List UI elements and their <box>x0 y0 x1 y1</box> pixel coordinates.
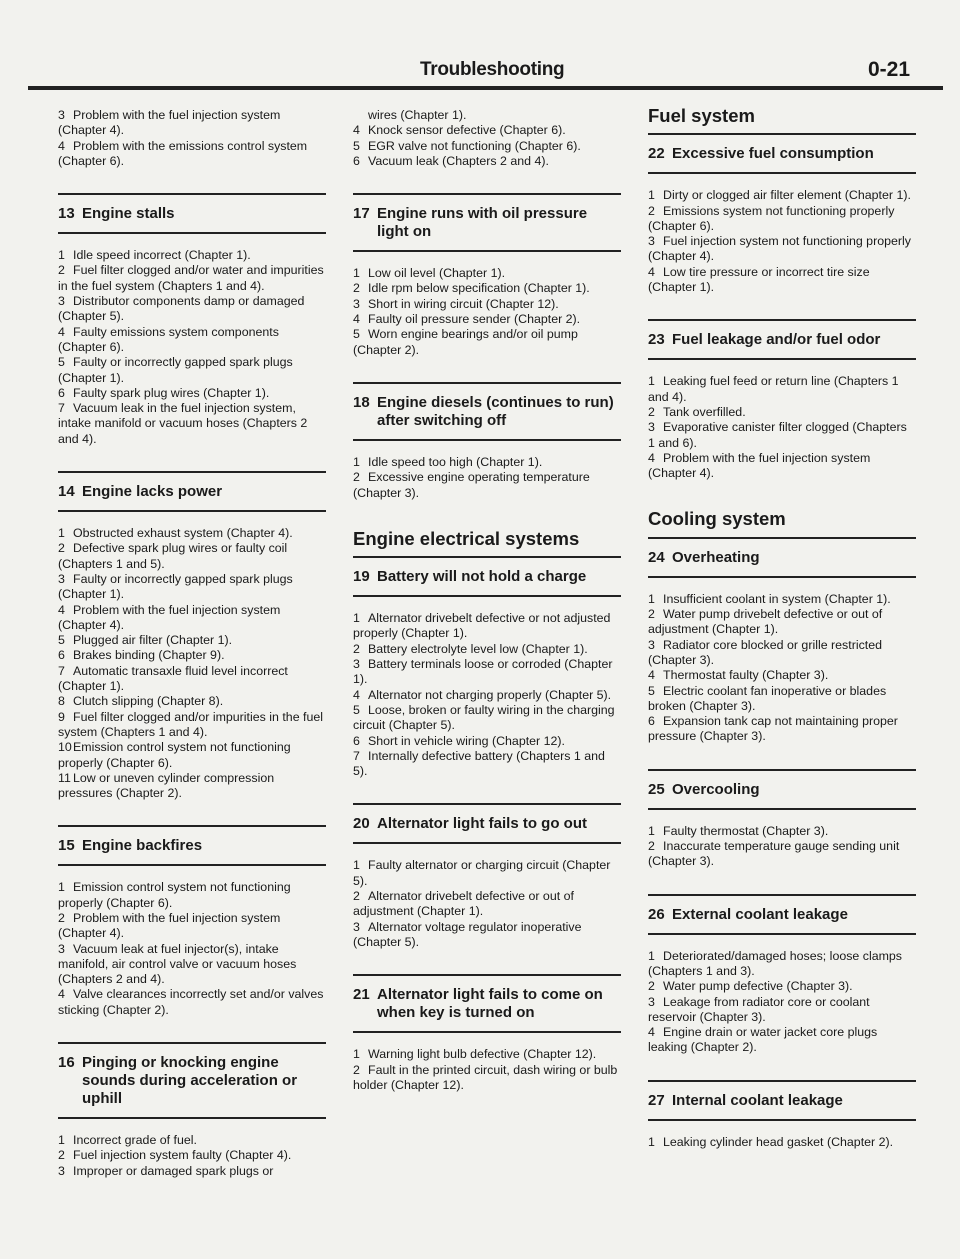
list-item <box>58 526 326 541</box>
list-item <box>58 325 326 356</box>
list-item <box>58 880 326 911</box>
item-number: 4 <box>648 450 655 465</box>
item-text: Improper or damaged spark plugs or <box>73 1163 274 1178</box>
item-text: Problem with the fuel injection system (Chapter 4). <box>58 910 281 941</box>
item-number: 1 <box>648 823 655 838</box>
item-number: 3 <box>648 234 655 249</box>
list-item <box>58 541 326 572</box>
list-item <box>353 266 621 281</box>
item-text: Alternator drivebelt defective or out of adjustment (Chapter 1). <box>353 889 574 919</box>
item-text: Water pump drivebelt defective or out of adjustment (Chapter 1). <box>648 607 883 637</box>
list-item <box>58 1148 326 1163</box>
section-21 <box>353 974 621 1093</box>
list-item <box>58 740 326 771</box>
item-text: Expansion tank cap not maintaining proper pressure (Chapter 3). <box>648 714 898 744</box>
section-heading <box>353 556 621 597</box>
item-number: 5 <box>58 355 65 370</box>
item-number: 2 <box>353 641 360 656</box>
item-number: 6 <box>58 648 65 663</box>
list-item <box>58 633 326 648</box>
list-item <box>648 204 916 235</box>
list-item <box>648 714 916 745</box>
list-item <box>58 987 326 1018</box>
item-text: Dirty or clogged air filter element (Chapter 1). <box>663 188 911 203</box>
item-number: 2 <box>648 839 655 854</box>
section-18 <box>353 382 621 501</box>
section-19 <box>353 556 621 779</box>
list-item <box>648 420 916 451</box>
item-number: 1 <box>58 880 65 895</box>
list-item <box>58 263 326 294</box>
section-heading <box>648 1080 916 1121</box>
page-number: 0-21 <box>868 58 911 81</box>
item-text: Faulty oil pressure sender (Chapter 2). <box>368 312 581 327</box>
item-number: 2 <box>58 263 65 278</box>
list-item <box>648 638 916 669</box>
item-text: Idle speed too high (Chapter 1). <box>368 454 543 469</box>
item-number: 6 <box>58 385 65 400</box>
item-text: Battery terminals loose or corroded (Chapter 1). <box>353 657 613 687</box>
section-title: Fuel leakage and/or fuel odor <box>672 331 881 349</box>
group-title: Cooling system <box>648 508 786 530</box>
item-number: 5 <box>353 702 360 717</box>
list-item <box>353 642 621 657</box>
list-item <box>58 294 326 325</box>
item-text: Fuel injection system not functioning properly (Chapter 4). <box>648 234 911 264</box>
section-number: 20 <box>353 815 370 833</box>
list-item <box>648 668 916 683</box>
item-text: wires (Chapter 1). <box>368 108 467 122</box>
list-item <box>353 734 621 749</box>
item-number: 1 <box>353 1047 360 1062</box>
item-number: 3 <box>58 1163 65 1178</box>
item-text: Fuel filter clogged and/or impurities in the fuel system (Chapters 1 and 4). <box>58 709 324 739</box>
section-15 <box>58 825 326 1018</box>
section-number: 22 <box>648 145 665 163</box>
section-17 <box>353 193 621 358</box>
list-item <box>353 749 621 780</box>
item-number: 5 <box>353 327 360 342</box>
item-number: 2 <box>353 281 360 296</box>
section-title: Engine stalls <box>82 205 175 223</box>
column-3 <box>648 105 916 1150</box>
item-text: Plugged air filter (Chapter 1). <box>73 633 233 648</box>
list-item <box>58 248 326 263</box>
list-item <box>353 312 621 327</box>
section-heading <box>648 133 916 174</box>
list-item <box>353 657 621 688</box>
section-13 <box>58 193 326 447</box>
section-heading <box>353 974 621 1033</box>
section-heading <box>58 825 326 866</box>
section-number: 14 <box>58 483 75 501</box>
item-number: 2 <box>648 404 655 419</box>
item-number: 3 <box>648 994 655 1009</box>
item-text: Emissions system not functioning properly (Chapter 6). <box>648 203 895 233</box>
item-text: Problem with the fuel injection system (Chapter 4). <box>58 602 281 632</box>
list-item <box>353 703 621 734</box>
item-number: 4 <box>58 138 65 153</box>
group-title: Fuel system <box>648 105 755 126</box>
item-text: Internally defective battery (Chapters 1 and 5). <box>353 748 605 779</box>
list-item <box>353 139 621 154</box>
item-text: Water pump defective (Chapter 3). <box>663 979 853 994</box>
list-item <box>58 771 326 802</box>
item-number: 2 <box>58 910 65 925</box>
list-item <box>353 1047 621 1062</box>
list-item <box>648 405 916 420</box>
section-14 <box>58 471 326 801</box>
item-text: Emission control system not functioning properly (Chapter 6). <box>58 880 291 910</box>
item-text: Distributor components damp or damaged (Chapter 5). <box>58 294 305 324</box>
item-text: Clutch slipping (Chapter 8). <box>73 694 224 709</box>
section-title: Overcooling <box>672 780 760 798</box>
item-text: Faulty spark plug wires (Chapter 1). <box>73 385 270 400</box>
list-item <box>353 154 621 169</box>
list-item <box>58 710 326 741</box>
item-text: Fuel injection system faulty (Chapter 4). <box>73 1148 292 1163</box>
item-text: Low or uneven cylinder compression pressures (Chapter 2). <box>58 770 275 801</box>
list-item <box>353 455 621 470</box>
section-title: Alternator light fails to go out <box>377 815 587 833</box>
section-title: Excessive fuel consumption <box>672 145 874 163</box>
list-item <box>58 355 326 386</box>
list-item <box>353 920 621 951</box>
page-header <box>0 55 960 95</box>
group <box>353 527 621 549</box>
section-number: 16 <box>58 1054 75 1072</box>
section-title: Overheating <box>672 548 760 566</box>
item-number: 4 <box>353 312 360 327</box>
item-text: Emission control system not functioning properly (Chapter 6). <box>58 740 291 770</box>
item-text: Warning light bulb defective (Chapter 12). <box>368 1047 597 1062</box>
list-item <box>353 889 621 920</box>
item-text: Low oil level (Chapter 1). <box>368 266 506 281</box>
item-text: Defective spark plug wires or faulty coil (Chapters 1 and 5). <box>58 541 288 571</box>
section-24 <box>648 537 916 745</box>
list-item <box>648 839 916 870</box>
section-16 <box>58 1042 326 1179</box>
list-item <box>58 648 326 663</box>
item-text: Excessive engine operating temperature (Chapter 3). <box>353 470 590 500</box>
item-number: 7 <box>58 401 65 416</box>
item-text: Battery electrolyte level low (Chapter 1). <box>368 641 588 656</box>
item-text: Leaking fuel feed or return line (Chapters 1 and 4). <box>648 374 899 404</box>
list-item <box>58 603 326 634</box>
item-number: 2 <box>58 541 65 556</box>
list-item <box>648 374 916 405</box>
section-27 <box>648 1080 916 1150</box>
list-item <box>648 188 916 203</box>
group <box>648 508 916 530</box>
list-item <box>58 694 326 709</box>
item-text: Leaking cylinder head gasket (Chapter 2). <box>663 1134 894 1149</box>
item-text: Worn engine bearings and/or oil pump (Chapter 2). <box>353 327 578 357</box>
item-text: Knock sensor defective (Chapter 6). <box>368 123 566 138</box>
item-text: Leakage from radiator core or coolant reservoir (Chapter 3). <box>648 994 870 1024</box>
section-number: 21 <box>353 986 370 1004</box>
section-title: Battery will not hold a charge <box>377 568 587 586</box>
list-item <box>58 139 326 170</box>
section-number: 25 <box>648 780 665 798</box>
list-item <box>648 1135 916 1150</box>
item-text: Faulty or incorrectly gapped spark plugs (Chapter 1). <box>58 571 293 602</box>
column-1 <box>58 108 326 1179</box>
item-number: 3 <box>353 657 360 672</box>
list-item <box>648 1025 916 1056</box>
item-number: 3 <box>58 941 65 956</box>
item-number: 8 <box>58 694 65 709</box>
item-number: 2 <box>353 470 360 485</box>
item-text: Alternator drivebelt defective or not adjusted properly (Chapter 1). <box>353 611 611 641</box>
item-text: Alternator not charging properly (Chapter 5). <box>368 687 612 702</box>
item-text: Idle speed incorrect (Chapter 1). <box>73 248 251 263</box>
list-item <box>353 858 621 889</box>
section-title: External coolant leakage <box>672 905 848 923</box>
item-text: EGR valve not functioning (Chapter 6). <box>368 138 581 153</box>
item-text: Fuel filter clogged and/or water and impurities in the fuel system (Chapters 1 and 4). <box>58 263 324 293</box>
item-number: 4 <box>58 602 65 617</box>
section-title: Internal coolant leakage <box>672 1091 843 1109</box>
item-number: 5 <box>353 138 360 153</box>
header-rule <box>28 86 943 90</box>
item-number: 4 <box>58 324 65 339</box>
item-number: 1 <box>58 1133 65 1148</box>
section-number: 24 <box>648 548 665 566</box>
item-text: Vacuum leak at fuel injector(s), intake manifold, air control valve or vacuum hoses (Chapters 2 and 4). <box>58 941 297 987</box>
item-text: Idle rpm below specification (Chapter 1). <box>368 281 590 296</box>
section-heading <box>648 537 916 578</box>
item-text: Thermostat faulty (Chapter 3). <box>663 668 829 683</box>
item-text: Short in wiring circuit (Chapter 12). <box>368 296 559 311</box>
item-number: 5 <box>648 683 655 698</box>
list-item <box>648 592 916 607</box>
section-25 <box>648 769 916 870</box>
list-item <box>353 611 621 642</box>
group-title: Engine electrical systems <box>353 527 580 549</box>
item-text: Faulty thermostat (Chapter 3). <box>663 823 829 838</box>
item-number: 2 <box>648 203 655 218</box>
item-text: Evaporative canister filter clogged (Chapters 1 and 6). <box>648 420 907 450</box>
item-number: 11 <box>58 770 71 785</box>
section-heading <box>353 193 621 252</box>
item-number: 4 <box>648 668 655 683</box>
item-number: 2 <box>648 607 655 622</box>
list-item <box>353 281 621 296</box>
item-number: 1 <box>58 248 65 263</box>
item-text: Brakes binding (Chapter 9). <box>73 648 225 663</box>
list-item <box>648 995 916 1026</box>
list-item <box>353 688 621 703</box>
item-number: 3 <box>58 294 65 309</box>
item-number: 3 <box>353 296 360 311</box>
section-title: Engine runs with oil pressure light on <box>377 205 588 241</box>
item-number: 1 <box>353 266 360 281</box>
item-text: Deteriorated/damaged hoses; loose clamps (Chapters 1 and 3). <box>648 948 902 978</box>
list-item <box>58 942 326 988</box>
item-number: 1 <box>353 611 360 626</box>
item-number: 3 <box>58 571 65 586</box>
list-item <box>648 979 916 994</box>
section-title: Alternator light fails to come on when key is turned on <box>377 986 603 1022</box>
list-item <box>58 572 326 603</box>
group <box>648 105 916 126</box>
item-number: 1 <box>58 526 65 541</box>
item-number: 2 <box>648 979 655 994</box>
item-number: 6 <box>353 733 360 748</box>
section-heading <box>353 803 621 844</box>
item-text: Engine drain or water jacket core plugs leaking (Chapter 2). <box>648 1025 878 1055</box>
item-number: 1 <box>648 188 655 203</box>
item-text: Problem with the emissions control system (Chapter 6). <box>58 138 308 168</box>
item-text: Tank overfilled. <box>663 404 746 419</box>
section-23 <box>648 319 916 481</box>
list-item <box>58 664 326 695</box>
section-number: 19 <box>353 568 370 586</box>
item-text: Incorrect grade of fuel. <box>73 1133 197 1148</box>
section-heading <box>58 1042 326 1119</box>
item-text: Valve clearances incorrectly set and/or valves sticking (Chapter 2). <box>58 987 324 1017</box>
item-number: 6 <box>648 714 655 729</box>
item-number: 5 <box>58 633 65 648</box>
item-number: 7 <box>58 663 65 678</box>
section-22 <box>648 133 916 295</box>
item-number: 1 <box>648 591 655 606</box>
section-heading <box>648 319 916 360</box>
column-2 <box>353 108 621 1093</box>
item-text: Automatic transaxle fluid level incorrect (Chapter 1). <box>58 663 288 694</box>
list-item <box>648 265 916 296</box>
list-item <box>353 1063 621 1094</box>
list-item <box>648 451 916 482</box>
page-title: Troubleshooting <box>420 59 565 80</box>
section-number: 13 <box>58 205 75 223</box>
section-26 <box>648 894 916 1056</box>
item-number: 6 <box>353 153 360 168</box>
item-number: 2 <box>353 889 360 904</box>
list-item <box>353 297 621 312</box>
item-text: Radiator core blocked or grille restricted (Chapter 3). <box>648 637 882 667</box>
item-number: 3 <box>648 637 655 652</box>
item-number: 10 <box>58 740 72 755</box>
item-number: 1 <box>353 858 360 873</box>
list-item <box>353 470 621 501</box>
item-number: 1 <box>648 374 655 389</box>
item-text: Insufficient coolant in system (Chapter 1). <box>663 591 891 606</box>
list-item <box>58 1133 326 1148</box>
item-number: 4 <box>353 123 360 138</box>
section-heading <box>353 382 621 441</box>
item-number: 9 <box>58 709 65 724</box>
section-title: Pinging or knocking engine sounds during acceleration or uphill <box>82 1054 298 1108</box>
section-number: 26 <box>648 905 665 923</box>
item-number: 1 <box>648 948 655 963</box>
item-text: Problem with the fuel injection system (Chapter 4). <box>648 450 871 481</box>
item-number: 4 <box>58 987 65 1002</box>
item-text: Short in vehicle wiring (Chapter 12). <box>368 733 565 748</box>
section-number: 27 <box>648 1091 665 1109</box>
list-item <box>648 684 916 715</box>
section-title: Engine lacks power <box>82 483 223 501</box>
item-number: 3 <box>58 108 65 122</box>
list-item <box>648 824 916 839</box>
item-text: Faulty or incorrectly gapped spark plugs (Chapter 1). <box>58 355 293 385</box>
section-title: Engine diesels (continues to run) after switching off <box>377 393 614 429</box>
item-number: 4 <box>353 687 360 702</box>
item-number: 1 <box>648 1134 655 1149</box>
section-heading <box>648 769 916 810</box>
item-number: 2 <box>58 1148 65 1163</box>
item-text: Obstructed exhaust system (Chapter 4). <box>73 526 293 541</box>
list-item <box>58 911 326 942</box>
section-number: 15 <box>58 837 75 855</box>
list-item <box>58 1164 326 1179</box>
section-heading <box>648 894 916 935</box>
item-text: Fault in the printed circuit, dash wiring or bulb holder (Chapter 12). <box>353 1062 618 1092</box>
item-text: Loose, broken or faulty wiring in the charging circuit (Chapter 5). <box>353 702 615 733</box>
section-20 <box>353 803 621 950</box>
list-item <box>353 327 621 358</box>
item-text: Faulty emissions system components (Chapter 6). <box>58 324 279 354</box>
list-item <box>353 108 621 123</box>
item-number: 3 <box>648 420 655 435</box>
list-item <box>58 108 326 139</box>
item-number: 7 <box>353 748 360 763</box>
section-number: 18 <box>353 393 370 411</box>
list-item <box>648 234 916 265</box>
item-text: Problem with the fuel injection system (Chapter 4). <box>58 108 281 138</box>
item-text: Alternator voltage regulator inoperative (Chapter 5). <box>353 919 582 949</box>
item-text: Inaccurate temperature gauge sending unit (Chapter 3). <box>648 839 900 869</box>
item-number: 2 <box>353 1062 360 1077</box>
item-text: Low tire pressure or incorrect tire size (Chapter 1). <box>648 264 870 295</box>
item-number: 1 <box>353 454 360 469</box>
item-text: Vacuum leak (Chapters 2 and 4). <box>368 153 549 168</box>
section-heading <box>58 471 326 512</box>
item-number: 3 <box>353 919 360 934</box>
item-text: Electric coolant fan inoperative or blades broken (Chapter 3). <box>648 683 887 713</box>
list-item <box>648 607 916 638</box>
section-number: 17 <box>353 205 370 223</box>
list-item <box>353 123 621 138</box>
item-number: 4 <box>648 264 655 279</box>
list-item <box>648 949 916 980</box>
item-number: 4 <box>648 1025 655 1040</box>
list-item <box>58 401 326 447</box>
section-title: Engine backfires <box>82 837 203 855</box>
section-number: 23 <box>648 331 665 349</box>
list-item <box>58 386 326 401</box>
item-text: Vacuum leak in the fuel injection system, intake manifold or vacuum hoses (Chapters 2 and 4). <box>58 401 308 446</box>
section-heading <box>58 193 326 234</box>
item-text: Faulty alternator or charging circuit (Chapter 5). <box>353 858 611 888</box>
